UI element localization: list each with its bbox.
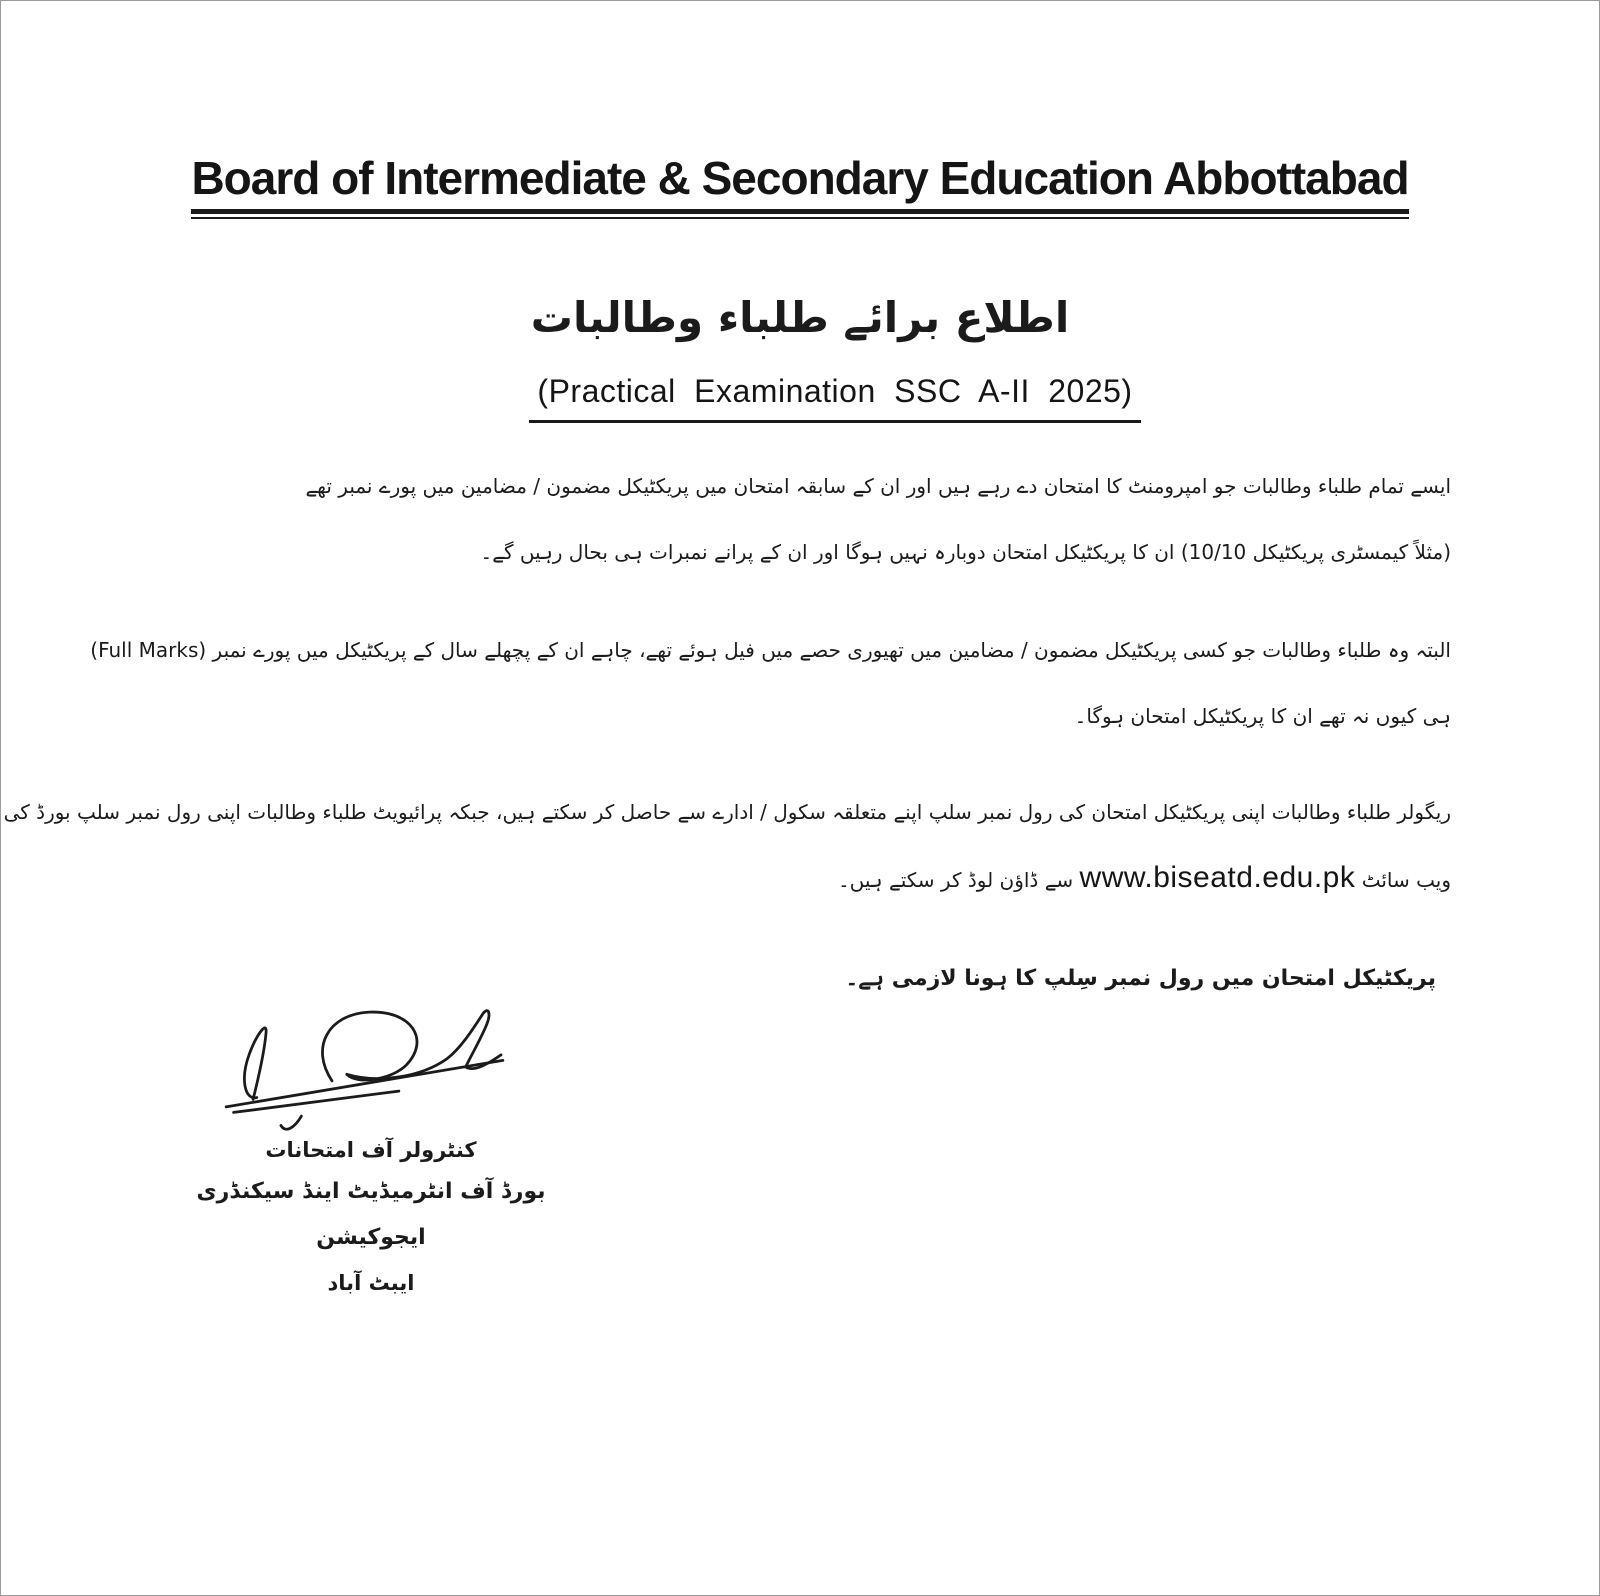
signatory-location: ایبٹ آباد — [327, 1271, 415, 1295]
paragraph-line: ایسے تمام طلباء وطالبات جو امپرومنٹ کا امتحان دے رہے ہیں اور ان کے سابقہ امتحان میں پریکٹیکل مضمون / مضامین میں پورے نمبر تھے — [305, 474, 1451, 498]
title-underline-thin — [191, 217, 1408, 219]
signatory-designation: کنٹرولر آف امتحانات — [265, 1138, 477, 1162]
paragraph-improvement-candidates — [31, 453, 1451, 585]
url-suffix-text: سے ڈاؤن لوڈ کر سکتے ہیں۔ — [837, 868, 1074, 892]
website-url: www.biseatd.edu.pk — [1079, 861, 1356, 894]
signature-block — [166, 1001, 576, 1305]
mandatory-note: پریکٹیکل امتحان میں رول نمبر سِلپ کا ہونا لازمی ہے۔ — [845, 966, 1436, 991]
signature-image — [201, 1001, 541, 1131]
paragraph-line: ہی کیوں نہ تھے ان کا پریکٹیکل امتحان ہوگا۔ — [1074, 704, 1451, 728]
page-title: Board of Intermediate & Secondary Education Abbottabad — [191, 152, 1409, 204]
subtitle-wrap — [1, 373, 1599, 423]
notice-title-urdu: اطلاع برائے طلباء وطالبات — [530, 293, 1070, 342]
notice-subtitle: (Practical Examination SSC A-II 2025) — [529, 373, 1140, 423]
url-prefix-text: ویب سائٹ — [1361, 868, 1451, 892]
signatory-organization: بورڈ آف انٹرمیڈیٹ اینڈ سیکنڈری ایجوکیشن — [196, 1179, 546, 1250]
paragraph-roll-number-slip — [3, 779, 1451, 913]
title-underline-thick — [191, 209, 1408, 214]
paragraph-line: البتہ وہ طلباء وطالبات جو کسی پریکٹیکل مضمون / مضامین میں تھیوری حصے میں فیل ہوئے تھے، چاہے ان کے پچھلے سال کے پریکٹیکل میں پورے نمبر (Full Marks) — [90, 638, 1451, 662]
paragraph-failed-theory-candidates — [31, 617, 1451, 749]
paragraph-line: (مثلاً کیمسٹری پریکٹیکل 10/10) ان کا پریکٹیکل امتحان دوبارہ نہیں ہوگا اور ان کے پرانے نمبرات ہی بحال رہیں گے۔ — [480, 540, 1451, 564]
paragraph-line: ریگولر طلباء وطالبات اپنی پریکٹیکل امتحان کی رول نمبر سلپ اپنے متعلقہ سکول / ادارے سے حاصل کر سکتے ہیں، جبکہ پرائیویٹ طلباء وطالبات اپنی رول نمبر سلپ بورڈ کی — [3, 800, 1451, 824]
paragraph-line-with-url — [31, 845, 1451, 913]
header — [1, 151, 1599, 219]
